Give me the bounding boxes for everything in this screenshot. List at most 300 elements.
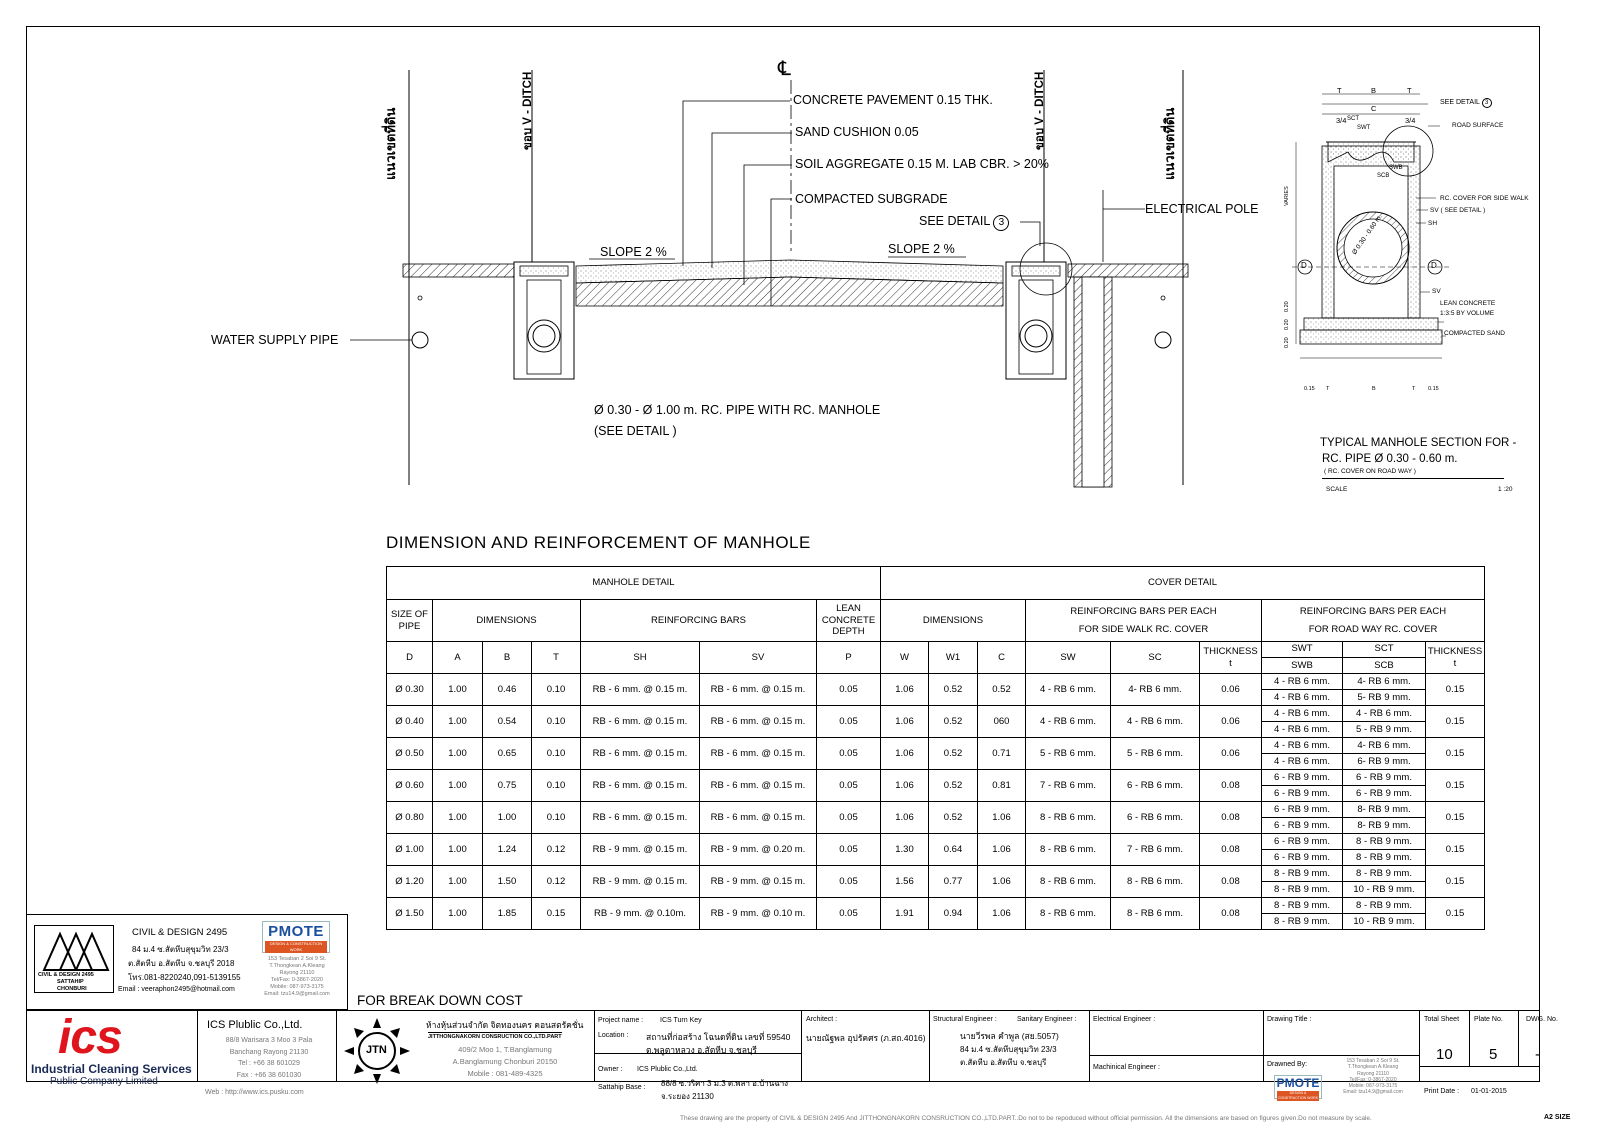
table-row (387, 866, 1485, 882)
table-cell-d: Ø 0.40 (387, 706, 433, 738)
architect-label: Architect : (806, 1016, 838, 1023)
table-cell-b: 1.85 (483, 898, 532, 930)
d-marker-left-icon: D (1301, 261, 1307, 270)
col-t: T (532, 642, 581, 674)
dim-w2: 3/4 (1405, 116, 1416, 125)
designer-phone: โทร.081-8220240,091-5139155 (128, 973, 241, 982)
table-cell-c: 1.06 (978, 866, 1026, 898)
footer-note: These drawing are the property of CIVIL & DESIGN 2495 And JITTHONGNAKORN CONSRUCTION CO.,LTD.PART..Do not to be repoduced without official permission. All the dimensions are based on figures given.Do not measure by scale. (680, 1115, 1372, 1122)
table-cell-d: Ø 1.50 (387, 898, 433, 930)
table-cell-swb: 8 - RB 9 mm. (1262, 914, 1343, 930)
pmote-addr-line: Email: tzu14.9@gmail.com (1343, 1089, 1403, 1096)
scale-label: SCALE (1326, 486, 1348, 493)
divider (1263, 1010, 1264, 1082)
table-cell-w1: 0.52 (929, 738, 978, 770)
table-cell-c: 0.52 (978, 674, 1026, 706)
pavement-label: CONCRETE PAVEMENT 0.15 THK. (793, 93, 993, 107)
table-cell-w1: 0.64 (929, 834, 978, 866)
break-down-label: FOR BREAK DOWN COST (357, 993, 523, 1008)
table-cell-p: 0.05 (817, 802, 881, 834)
centerline-symbol: ℄ (778, 58, 791, 80)
table-cell-b: 0.65 (483, 738, 532, 770)
sh-label: SH (1428, 220, 1438, 227)
table-cell-d: Ø 0.30 (387, 674, 433, 706)
table-cell-p: 0.05 (817, 834, 881, 866)
dim-bottom-1: 0.15 (1304, 386, 1315, 392)
machinical-label: Machinical Engineer : (1093, 1064, 1160, 1071)
table-cell-c: 1.06 (978, 802, 1026, 834)
col-sh: SH (581, 642, 700, 674)
sand-label: SAND CUSHION 0.05 (795, 125, 919, 139)
table-cell-swt: 4 - RB 6 mm. (1262, 674, 1343, 690)
table-cell-t: 0.10 (532, 770, 581, 802)
table-cell-swb: 4 - RB 6 mm. (1262, 690, 1343, 706)
table-cell-sc: 5 - RB 6 mm. (1111, 738, 1200, 770)
architect-name: นายณัฐพล อุปรัคศร (ภ.สถ.4016) (806, 1033, 926, 1043)
jtn-addr-line: Mobile : 081-489-4325 (467, 1069, 543, 1078)
table-cell-swb: 6 - RB 9 mm. (1262, 850, 1343, 866)
table-cell-b: 1.00 (483, 802, 532, 834)
detail-marker-icon: 3 (993, 215, 1009, 231)
col-sv: SV (700, 642, 817, 674)
project-label: Project name : (598, 1017, 644, 1024)
table-cell-a: 1.00 (433, 738, 483, 770)
table-cell-sct: 8- RB 9 mm. (1343, 802, 1426, 818)
dwg-no-value: - (1535, 1046, 1540, 1063)
table-cell-sw: 8 - RB 6 mm. (1026, 898, 1111, 930)
header-cover-dimensions: DIMENSIONS (881, 600, 1026, 642)
table-cell-w: 1.06 (881, 674, 929, 706)
pmote-logo-sub: DESIGN & CONSTRUCTION WORK (265, 941, 327, 953)
designer-logo (34, 925, 114, 993)
jtn-address (430, 1044, 580, 1080)
table-cell-w: 1.06 (881, 770, 929, 802)
table-cell-t2: 0.15 (1426, 802, 1485, 834)
table-cell-t: 0.10 (532, 738, 581, 770)
designer-addr-2: ต.สัตหีบ อ.สัตหีบ จ.ชลบุรี 2018 (128, 959, 235, 968)
detail-marker-icon: 3 (1482, 98, 1492, 108)
col-d: D (387, 642, 433, 674)
col-c: C (978, 642, 1026, 674)
pmote-addr-line: Rayong 21110 (1357, 1070, 1389, 1077)
table-cell-a: 1.00 (433, 834, 483, 866)
dim-bottom-4: T (1412, 386, 1416, 392)
table-cell-c: 060 (978, 706, 1026, 738)
ics-addr-line: Tel : +66 38 601029 (238, 1060, 300, 1067)
pmote-addr-line: Mobile: 087-973-3175 (270, 984, 324, 990)
table-cell-sc: 6 - RB 6 mm. (1111, 770, 1200, 802)
table-cell-a: 1.00 (433, 706, 483, 738)
plate-no-value: 5 (1489, 1046, 1498, 1063)
group-cover-detail: COVER DETAIL (881, 567, 1485, 600)
dim-top-b: B (1371, 86, 1377, 95)
base-label: Sattahip Base : (598, 1084, 646, 1091)
manhole-title-underline (1322, 478, 1504, 479)
manhole-title-2: RC. PIPE Ø 0.30 - 0.60 m. (1322, 453, 1458, 465)
table-cell-w: 1.91 (881, 898, 929, 930)
jtn-thai-name: ห้างหุ้นส่วนจำกัด จิตทองนคร คอนสตรัคชั่น (426, 1020, 584, 1030)
table-cell-sw: 4 - RB 6 mm. (1026, 706, 1111, 738)
header-road-way-1: REINFORCING BARS PER EACH (1299, 605, 1447, 617)
table-cell-t1: 0.06 (1200, 674, 1262, 706)
table-cell-swb: 6 - RB 9 mm. (1262, 818, 1343, 834)
dim-bottom-2: T (1326, 386, 1330, 392)
ics-web: Web : http://www.ics.pusku.com (205, 1089, 304, 1096)
table-cell-sct: 4 - RB 6 mm. (1343, 706, 1426, 722)
drawn-by-label: Drawned By: (1267, 1061, 1308, 1068)
table-cell-w1: 0.77 (929, 866, 978, 898)
table-cell-sct: 4- RB 6 mm. (1343, 738, 1426, 754)
electrical-label: Electrical Engineer : (1093, 1016, 1156, 1023)
lean-mix-label: 1:3:5 BY VOLUME (1440, 310, 1495, 317)
ics-sub: Public Company Limited (50, 1076, 158, 1087)
table-cell-p: 0.05 (817, 738, 881, 770)
table-cell-sc: 4 - RB 6 mm. (1111, 706, 1200, 738)
table-cell-w: 1.06 (881, 802, 929, 834)
pmote-logo-small-sub: DESIGN & CONSTRUCTION WORK (1277, 1091, 1319, 1100)
table-cell-b: 0.75 (483, 770, 532, 802)
table-cell-a: 1.00 (433, 898, 483, 930)
dim-left-3: 0.20 (1284, 337, 1290, 348)
table-cell-b: 0.46 (483, 674, 532, 706)
table-row (387, 834, 1485, 850)
col-sw: SW (1026, 642, 1111, 674)
table-cell-w1: 0.52 (929, 770, 978, 802)
location-label: Location : (598, 1032, 629, 1039)
table-cell-swt: 6 - RB 9 mm. (1262, 802, 1343, 818)
header-dimensions: DIMENSIONS (433, 600, 581, 642)
header-road-way (1262, 600, 1485, 642)
dim-varies: VARIES (1284, 186, 1290, 206)
table-cell-sct: 8 - RB 9 mm. (1343, 866, 1426, 882)
sv-detail-label: SV ( SEE DETAIL ) (1430, 207, 1486, 214)
pmote-addr-line: Rayong 21110 (279, 970, 315, 976)
col-swt-swb (1262, 642, 1343, 674)
table-cell-w: 1.56 (881, 866, 929, 898)
table-cell-sh: RB - 6 mm. @ 0.15 m. (581, 802, 700, 834)
table-cell-sh: RB - 6 mm. @ 0.15 m. (581, 738, 700, 770)
divider (929, 1010, 930, 1082)
table-cell-scb: 8- RB 9 mm. (1343, 818, 1426, 834)
structural-addr-2: ต.สัตหีบ อ.สัตหีบ จ.ชลบุรี (960, 1058, 1047, 1067)
pmote-addr-line: Tel/Fax: 0-3867-2020 (271, 977, 323, 983)
col-sct-scb (1343, 642, 1426, 674)
table-cell-d: Ø 0.80 (387, 802, 433, 834)
table-cell-scb: 6 - RB 9 mm. (1343, 786, 1426, 802)
subgrade-label: COMPACTED SUBGRADE (795, 192, 948, 206)
table-cell-t: 0.10 (532, 706, 581, 738)
table-cell-sv: RB - 9 mm. @ 0.20 m. (700, 834, 817, 866)
logo-sub-2: CHONBURI (57, 986, 87, 992)
ditch-right-label: ขอบ V - DITCH (1034, 71, 1046, 150)
table-cell-a: 1.00 (433, 802, 483, 834)
table-row (387, 770, 1485, 786)
print-date-label: Print Date : (1424, 1088, 1460, 1095)
table-cell-sc: 7 - RB 6 mm. (1111, 834, 1200, 866)
col-a: A (433, 642, 483, 674)
pmote-addr-line: T.Thongkean A.Kleang (1347, 1064, 1399, 1071)
divider (1263, 1055, 1419, 1056)
table-cell-t: 0.10 (532, 674, 581, 706)
base-2: จ.ระยอง 21130 (661, 1092, 714, 1101)
ics-address (205, 1035, 333, 1081)
table-cell-t2: 0.15 (1426, 898, 1485, 930)
table-cell-swb: 8 - RB 9 mm. (1262, 882, 1343, 898)
ics-addr-line: Fax : +66 38 601030 (236, 1071, 302, 1079)
table-body (387, 674, 1485, 930)
electrical-pole-label: ELECTRICAL POLE (1145, 202, 1259, 216)
scb-label: SCB (1377, 173, 1390, 179)
table-cell-sw: 8 - RB 6 mm. (1026, 866, 1111, 898)
table-cell-sh: RB - 9 mm. @ 0.15 m. (581, 834, 700, 866)
table-cell-c: 1.06 (978, 834, 1026, 866)
table-cell-swt: 8 - RB 9 mm. (1262, 866, 1343, 882)
jtn-eng-name: JITTHONGNAKORN CONSRUCTION CO.,LTD.PART (428, 1034, 562, 1040)
base-1: 88/8 ซ.วริศา 3 ม.3 ต.พลา อ.บ้านฉาง (661, 1079, 789, 1088)
table-cell-a: 1.00 (433, 674, 483, 706)
divider (1469, 1010, 1470, 1066)
dim-bottom-5: 0.15 (1428, 386, 1439, 392)
col-w: W (881, 642, 929, 674)
lean-concrete-label: LEAN CONCRETE (1440, 300, 1496, 307)
scale-value: 1 :20 (1498, 486, 1513, 493)
table-cell-sc: 6 - RB 6 mm. (1111, 802, 1200, 834)
table-cell-d: Ø 1.00 (387, 834, 433, 866)
ics-addr-line: Banchang Rayong 21130 (229, 1048, 309, 1056)
table-cell-t2: 0.15 (1426, 834, 1485, 866)
table-cell-scb: 5 - RB 9 mm. (1343, 722, 1426, 738)
jtn-addr-line: A.Banglamung Chonburi 20150 (452, 1057, 558, 1066)
manhole-section-detail (1290, 86, 1580, 406)
print-date-value: 01-01-2015 (1471, 1088, 1507, 1095)
header-side-walk-1: REINFORCING BARS PER EACH (1070, 605, 1217, 617)
table-cell-swb: 6 - RB 9 mm. (1262, 786, 1343, 802)
table-cell-t: 0.10 (532, 802, 581, 834)
table-cell-sc: 8 - RB 6 mm. (1111, 898, 1200, 930)
table-cell-sv: RB - 9 mm. @ 0.10 m. (700, 898, 817, 930)
table-row (387, 802, 1485, 818)
table-row (387, 706, 1485, 722)
table-cell-a: 1.00 (433, 770, 483, 802)
table-cell-d: Ø 0.60 (387, 770, 433, 802)
sv-label: SV (1432, 288, 1441, 295)
table-cell-b: 1.50 (483, 866, 532, 898)
table-cell-swt: 4 - RB 6 mm. (1262, 706, 1343, 722)
dim-bottom-3: B (1372, 386, 1376, 392)
pmote-addr-line: 153 Tesaban 2 Soi 9 St. (267, 956, 327, 962)
col-sct: SCT (1374, 643, 1394, 655)
table-cell-w1: 0.52 (929, 706, 978, 738)
dim-c: C (1371, 104, 1377, 113)
header-reinforcing-bars: REINFORCING BARS (581, 600, 817, 642)
compacted-sand-label: COMPACTED SAND (1444, 330, 1505, 337)
col-thickness-1 (1200, 642, 1262, 674)
ics-addr-line: 88/8 Warisara 3 Moo 3 Pala (225, 1037, 313, 1044)
table-cell-c: 0.71 (978, 738, 1026, 770)
table-cell-w: 1.30 (881, 834, 929, 866)
designer-name: CIVIL & DESIGN 2495 (132, 927, 228, 938)
pmote-logo-small (1274, 1075, 1322, 1099)
table-cell-scb: 8 - RB 9 mm. (1343, 850, 1426, 866)
divider (1419, 1066, 1540, 1067)
pmote-address (262, 956, 332, 998)
designer-email: Email : veeraphon2495@hotmail.com (118, 986, 235, 993)
pipe-note-2: (SEE DETAIL ) (594, 424, 677, 438)
jtn-addr-line: 409/2 Moo 1, T.Banglamung (458, 1045, 552, 1054)
table-cell-t2: 0.15 (1426, 706, 1485, 738)
reinforcement-table (386, 566, 1485, 930)
table-row (387, 674, 1485, 690)
col-thickness-2-label: THICKNESS (1427, 645, 1483, 657)
table-cell-sv: RB - 9 mm. @ 0.15 m. (700, 866, 817, 898)
dim-left-1: 0.20 (1284, 301, 1290, 312)
table-cell-p: 0.05 (817, 898, 881, 930)
col-b: B (483, 642, 532, 674)
table-cell-sct: 4- RB 6 mm. (1343, 674, 1426, 690)
table-cell-t2: 0.15 (1426, 770, 1485, 802)
pmote-logo (262, 921, 330, 953)
owner: ICS Plublic Co.,Ltd. (637, 1066, 698, 1073)
table-cell-c: 1.06 (978, 898, 1026, 930)
header-lean-concrete: LEAN CONCRETE DEPTH (817, 600, 881, 642)
table-cell-w1: 0.94 (929, 898, 978, 930)
ics-logo: ics (58, 1011, 122, 1064)
table-cell-t: 0.12 (532, 834, 581, 866)
table-cell-t1: 0.08 (1200, 898, 1262, 930)
pmote-addr-line: Email: tzu14.9@gmail.com (264, 991, 330, 997)
header-road-way-2: FOR ROAD WAY RC. COVER (1308, 623, 1438, 635)
header-size-of-pipe: SIZE OF PIPE (387, 600, 433, 642)
table-cell-w: 1.06 (881, 738, 929, 770)
table-cell-t2: 0.15 (1426, 738, 1485, 770)
table-title: DIMENSION AND REINFORCEMENT OF MANHOLE (386, 533, 811, 552)
table-cell-c: 0.81 (978, 770, 1026, 802)
project-name: ICS Turn Key (660, 1017, 702, 1024)
pmote-addr-line: T.Thongkean A.Kleang (269, 963, 325, 969)
table-cell-scb: 10 - RB 9 mm. (1343, 914, 1426, 930)
divider (1089, 1010, 1090, 1082)
table-cell-t1: 0.06 (1200, 706, 1262, 738)
table-cell-sw: 8 - RB 6 mm. (1026, 834, 1111, 866)
swb-label: SWB (1389, 165, 1403, 171)
water-supply-label: WATER SUPPLY PIPE (211, 333, 339, 347)
table-cell-swt: 8 - RB 9 mm. (1262, 898, 1343, 914)
manhole-title-1: TYPICAL MANHOLE SECTION FOR - (1320, 437, 1517, 449)
boundary-left-label: แนวเขตที่ดิน (383, 107, 398, 180)
rc-cover-label: RC. COVER FOR SIDE WALK (1440, 195, 1529, 202)
table-cell-swt: 4 - RB 6 mm. (1262, 738, 1343, 754)
manhole-title-3: ( RC. COVER ON ROAD WAY ) (1324, 468, 1416, 475)
dim-top-t1: T (1337, 86, 1342, 95)
dim-left-2: 0.20 (1284, 319, 1290, 330)
table-cell-sv: RB - 6 mm. @ 0.15 m. (700, 674, 817, 706)
divider (336, 1010, 337, 1082)
divider (1518, 1010, 1519, 1066)
drawing-title-label: Drawing Title : (1267, 1016, 1312, 1023)
table-cell-scb: 5- RB 9 mm. (1343, 690, 1426, 706)
total-sheet-value: 10 (1436, 1046, 1453, 1063)
table-cell-sv: RB - 6 mm. @ 0.15 m. (700, 738, 817, 770)
divider (801, 1010, 802, 1082)
sanitary-label: Sanitary Engineer : (1017, 1016, 1077, 1023)
pmote-logo-text: PMOTE (268, 923, 324, 940)
table-cell-p: 0.05 (817, 706, 881, 738)
col-thickness-2 (1426, 642, 1485, 674)
table-cell-d: Ø 1.20 (387, 866, 433, 898)
designer-addr-1: 84 ม.4 ซ.สัตหีบสุขุมวิท 23/3 (132, 945, 229, 954)
table-cell-scb: 6- RB 9 mm. (1343, 754, 1426, 770)
table-cell-a: 1.00 (433, 866, 483, 898)
table-cell-sh: RB - 9 mm. @ 0.10m. (581, 898, 700, 930)
table-cell-sv: RB - 6 mm. @ 0.15 m. (700, 706, 817, 738)
table-cell-t1: 0.08 (1200, 866, 1262, 898)
table-cell-t1: 0.06 (1200, 738, 1262, 770)
table-cell-swb: 4 - RB 6 mm. (1262, 722, 1343, 738)
divider (1419, 1010, 1420, 1082)
table-cell-sct: 8 - RB 9 mm. (1343, 834, 1426, 850)
table-cell-t2: 0.15 (1426, 674, 1485, 706)
table-row (387, 898, 1485, 914)
table-cell-sv: RB - 6 mm. @ 0.15 m. (700, 802, 817, 834)
table-cell-sh: RB - 9 mm. @ 0.15 m. (581, 866, 700, 898)
plate-label: Plate No. (1474, 1016, 1503, 1023)
col-thickness-1-label: THICKNESS (1203, 645, 1258, 657)
location-1: สถานที่ก่อสร้าง โฉนดที่ดิน เลขที่ 59540 (646, 1032, 791, 1042)
ics-company: ICS Plublic Co.,Ltd. (207, 1019, 303, 1031)
col-w1: W1 (929, 642, 978, 674)
pmote-address-small (1330, 1058, 1416, 1096)
see-detail-label: SEE DETAIL 3 (919, 214, 1009, 231)
dwg-label: DWG. No. (1526, 1016, 1558, 1023)
pmote-addr-line: 153 Tesaban 2 Soi 9 St. (1346, 1058, 1400, 1064)
pmote-addr-line: Mobile: 087-973-3175 (1348, 1083, 1398, 1090)
table-cell-sw: 8 - RB 6 mm. (1026, 802, 1111, 834)
table-cell-t: 0.12 (532, 866, 581, 898)
structural-name: นายวีรพล คำพูล (สย.5057) (960, 1031, 1059, 1041)
table-cell-b: 0.54 (483, 706, 532, 738)
pmote-logo-small-text: PMOTE (1276, 1076, 1320, 1090)
table-cell-scb: 10 - RB 9 mm. (1343, 882, 1426, 898)
table-cell-sh: RB - 6 mm. @ 0.15 m. (581, 674, 700, 706)
pmote-addr-line: Tel/Fax: 0-3867-2020 (1349, 1076, 1397, 1083)
ditch-left-label: ขอบ V - DITCH (522, 71, 534, 150)
sheet-size: A2 SIZE (1544, 1114, 1571, 1121)
soil-label: SOIL AGGREGATE 0.15 M. LAB CBR. > 20% (795, 157, 1049, 171)
table-cell-t1: 0.08 (1200, 770, 1262, 802)
table-cell-swt: 6 - RB 9 mm. (1262, 834, 1343, 850)
table-cell-sc: 4- RB 6 mm. (1111, 674, 1200, 706)
table-cell-sct: 8 - RB 9 mm. (1343, 898, 1426, 914)
jtn-badge: JTN (366, 1044, 387, 1056)
table-cell-sw: 5 - RB 6 mm. (1026, 738, 1111, 770)
header-side-walk-2: FOR SIDE WALK RC. COVER (1078, 623, 1209, 635)
table-cell-swt: 6 - RB 9 mm. (1262, 770, 1343, 786)
road-surface-label: ROAD SURFACE (1452, 122, 1504, 129)
logo-sub-1: SATTAHIP (57, 979, 84, 985)
col-swt: SWT (1291, 643, 1313, 655)
table-cell-p: 0.05 (817, 674, 881, 706)
table-cell-d: Ø 0.50 (387, 738, 433, 770)
col-sc: SC (1111, 642, 1200, 674)
table-cell-sct: 6 - RB 9 mm. (1343, 770, 1426, 786)
see-detail-3: SEE DETAIL 3 (1440, 98, 1492, 108)
table-cell-sw: 7 - RB 6 mm. (1026, 770, 1111, 802)
table-cell-sv: RB - 6 mm. @ 0.15 m. (700, 770, 817, 802)
header-side-walk (1026, 600, 1262, 642)
table-cell-t2: 0.15 (1426, 866, 1485, 898)
table-cell-sw: 4 - RB 6 mm. (1026, 674, 1111, 706)
slope-left-label: SLOPE 2 % (600, 245, 667, 259)
